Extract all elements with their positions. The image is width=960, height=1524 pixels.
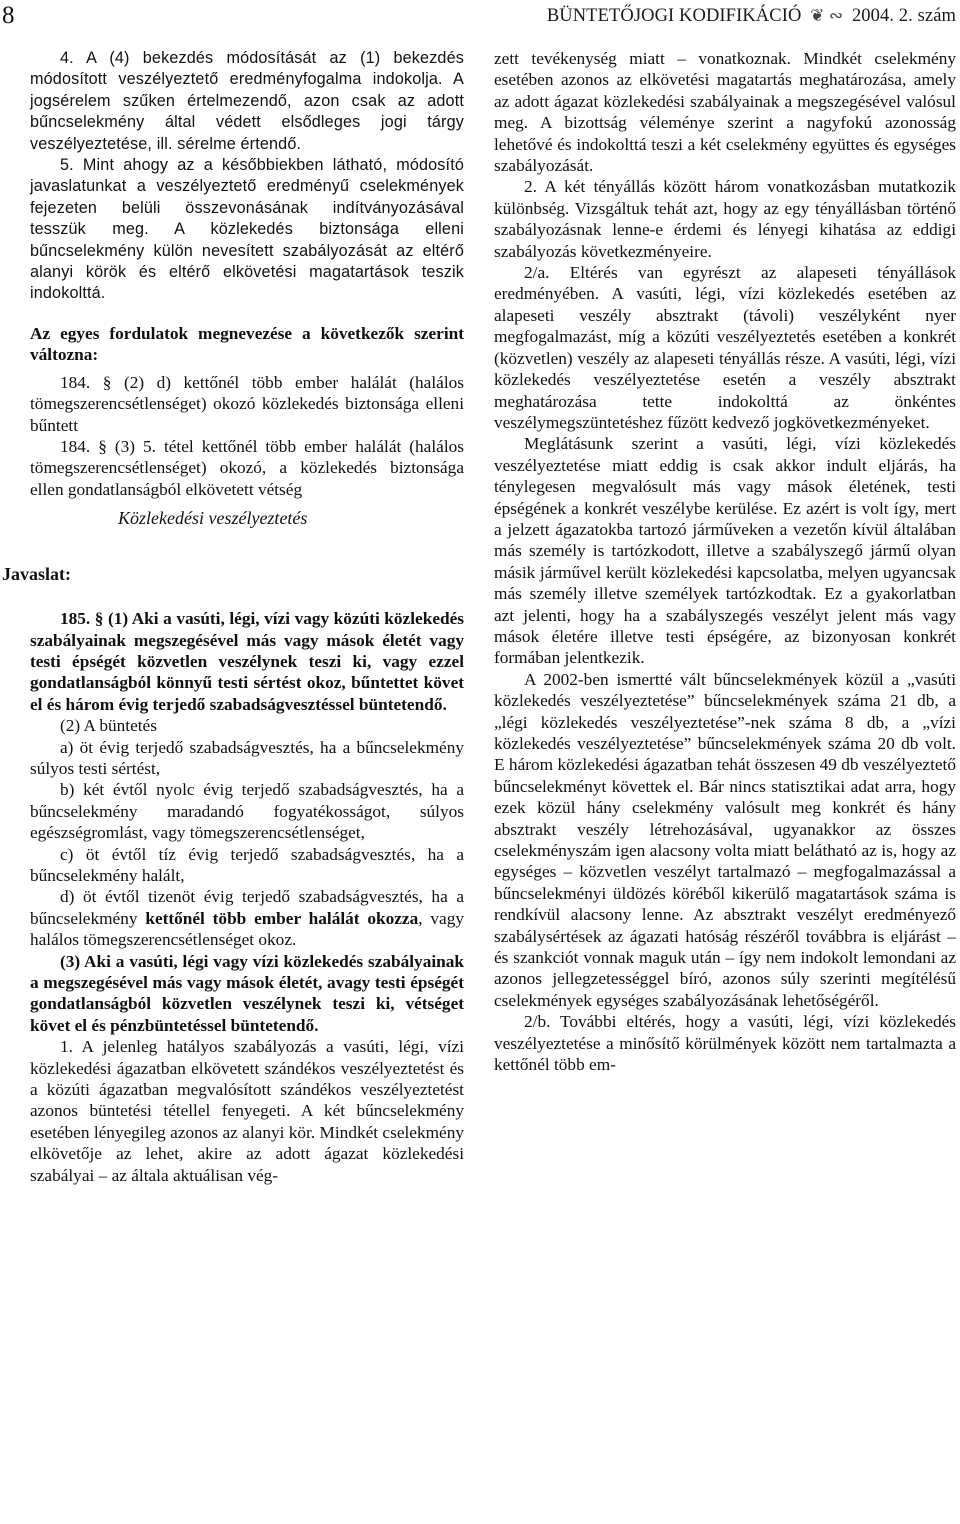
journal-title: BÜNTETŐJOGI KODIFIKÁCIÓ (546, 6, 802, 26)
paragraph: 5. Mint ahogy az a későbbiekben látható, módosító javaslatunkat a veszélyeztető eredményű cselekmények fejezeten belüli összevonásának indítványozásával tesszük meg. A közlekedés biztonsága elleni bűncselekmény külön nevesített szabályozását az eltérő alanyi körök és eltérő elkövetési magatartások teszik indokolttá. (30, 156, 464, 303)
text-run: , vagy halálos tömegszerencsétlenséget okoz. (30, 908, 464, 950)
paragraph: 184. § (2) d) kettőnél több ember halálát (halálos tömegszerencsétlenséget) okozó közlekedés biztonsága elleni bűntett (30, 372, 464, 435)
left-column (2, 48, 464, 1186)
issue-number: 2004. 2. szám (851, 6, 956, 26)
paragraph: a) öt évig terjedő szabadságvesztés, ha a bűncselekmény súlyos testi sértést, (30, 737, 464, 778)
paragraph: 2/b. További eltérés, hogy a vasúti, légi, vízi közlekedés veszélyeztetése a minősítő körülmények között nem tartalmazta a kettőnél több em- (494, 1012, 956, 1075)
paragraph: 1. A jelenleg hatályos szabályozás a vasúti, légi, vízi közlekedési ágazatban elkövetett szándékos veszélyeztetést és a közúti ágazatban megvalósított szándékos veszélyeztetést azonos büntetési tétellel fenyegeti. A két bűncselekmény esetében lényegileg azonos az alanyi kör. Mindkét cselekmény elkövetője az lehet, akire az adott ágazat közlekedési szabályai – az általa aktuálisan vég- (30, 1037, 464, 1185)
section-title: Közlekedési veszélyeztetés (118, 508, 308, 529)
paragraph: A 2002-ben ismertté vált bűncselekmények közül a „vasúti közlekedés veszélyeztetése” bűncselekmények száma 21 db, a „légi közlekedés veszélyeztetése”-nek száma 8 db, a „vízi közlekedés veszélyeztetése” bűncselekmények száma 20 db volt. E három közlekedési ágazatban tehát összesen 49 db veszélyeztető bűncselekményt követtek el. Bár nincs statisztikai adat arra, hogy ezek közül hány cselekmény valósult meg konkrét és hány absztrakt veszély létrehozásával, ugyanakkor az összes cselekményszám igen alacsony volta miatt belátható az is, hogy az egységes – közvetlen veszélyt tartalmazó – megfogalmazással a bűncselekményi üldözés köréből kikerülő magatartások száma is rendkívül alacsony lenne. Az absztrakt veszélyt eredményező szabálysértések az ágazati hatóság részéről továbbra is eljárást – és szankciót vonnak maguk után – így nem indokolt lemondani az azonos jellegzetességgel bíró, azonos súly szerinti megítélésű cselekmények egységes szabályozásának lehetőségéről. (494, 669, 956, 1010)
text-run: d) öt évtől tizenöt évig terjedő szabadságvesztés, ha a bűncselekmény (30, 887, 464, 928)
section-heading: Az egyes fordulatok megnevezése a következők szerint változna: (30, 323, 464, 365)
proposal-label: Javaslat: (2, 564, 71, 585)
right-column (494, 48, 956, 1076)
emphasis: kettőnél több ember halálát okozza (145, 908, 419, 928)
paragraph: 2. A két tényállás között három vonatkozásban mutatkozik különbség. Vizsgáltuk tehát azt, hogy az egy tényállásban történő szabályozásnak lenne-e érdemi és lényegi kihatása az eddigi szabályozás következményeire. (494, 177, 956, 261)
page-number: 8 (2, 2, 15, 29)
running-title (547, 6, 956, 27)
paragraph: 184. § (3) 5. tétel kettőnél több ember halálát (halálos tömegszerencsétlenséget) okozó, a közlekedés biztonsága ellen gondatlanságból elkövetett vétség (30, 436, 464, 499)
paragraph: zett tevékenység miatt – vonatkoznak. Mindkét cselekmény esetében azonos az elkövetési magatartás meghatározása, amely az adott ágazat közlekedési szabályainak a megszegésével valósul meg. A bizottság véleménye szerint a nagyfokú azonosság lehetővé és indokolttá teszi a két cselekmény együttes és egységes szabályozását. (494, 49, 956, 176)
section-title-row (2, 502, 464, 596)
paragraph: Meglátásunk szerint a vasúti, légi, vízi közlekedés veszélyeztetése miatt eddig is csak akkor indult eljárás, ha ténylegesen megvalósult más vagy mások életének, testi épségének a konkrét veszélybe kerülése. Ez azért is volt így, mert a jelzett ágazatokba tartozó járműveken a vezetőn kívül általában más személy is tartózkodott, illetve a szabályszegő jármű olyan másik járművel került közlekedési kapcsolatba, melyen ugyancsak más személy illetve személyek tartózkodtak. Ez a gyakorlatban azt jelenti, hogy ha a szabályszegés veszélyt jelent más vagy mások életére illetve testi épségére, az bizonyosan konkrét formában jelentkezik. (494, 434, 956, 668)
paragraph (30, 886, 464, 950)
statute-paragraph: 185. § (1) Aki a vasúti, légi, vízi vagy közúti közlekedés szabályainak megszegésével más vagy mások életét vagy testi épségét közvetlen veszélynek teszi ki, vagy ezzel gondatlanságból könnyű testi sértést okoz, bűntettet követ el és három évig terjedő szabadságvesztéssel büntetendő. (30, 609, 464, 714)
paragraph: c) öt évtől tíz évig terjedő szabadságvesztés, ha a bűncselekmény halált, (30, 844, 464, 885)
paragraph: 4. A (4) bekezdés módosítását az (1) bekezdés módosított veszélyeztető eredményfogalma indokolja. A jogsérelem szűken értelmezendő, azon csak az adott bűncselekmény által védett elsődleges jogi tárgy veszélyeztetése, ill. sérelme értendő. (30, 49, 464, 153)
statute-paragraph: (3) Aki a vasúti, légi vagy vízi közlekedés szabályainak a megszegésével más vagy mások életét, avagy testi épségét gondatlanságból közvetlen veszélynek teszi ki, vétséget követ el és pénzbüntetéssel büntetendő. (30, 951, 464, 1035)
ornament-icon: ❦ ∾ (810, 6, 844, 25)
paragraph: (2) A büntetés (60, 716, 157, 736)
page-header (0, 2, 960, 34)
paragraph: 2/a. Eltérés van egyrészt az alapeseti tényállások eredményében. A vasúti, légi, vízi közlekedés esetében az alapeseti veszély absztrakt (távoli) veszélyként nyer megfogalmazást, míg a közúti veszélyeztetés esetében a konkrét (közvetlen) veszély az alapeseti tényállás része. A vasúti, légi, vízi közlekedés veszélyeztetése esetén a veszély absztrakt meghatározása tette indokolttá az önkéntes veszélymegszüntetéshez fűzött kedvező jogkövetkezményeket. (494, 263, 956, 432)
paragraph: b) két évtől nyolc évig terjedő szabadságvesztés, ha a bűncselekmény maradandó fogyatékosságot, súlyos egészségromlást, vagy tömegszerencsétlenséget, (30, 780, 464, 843)
